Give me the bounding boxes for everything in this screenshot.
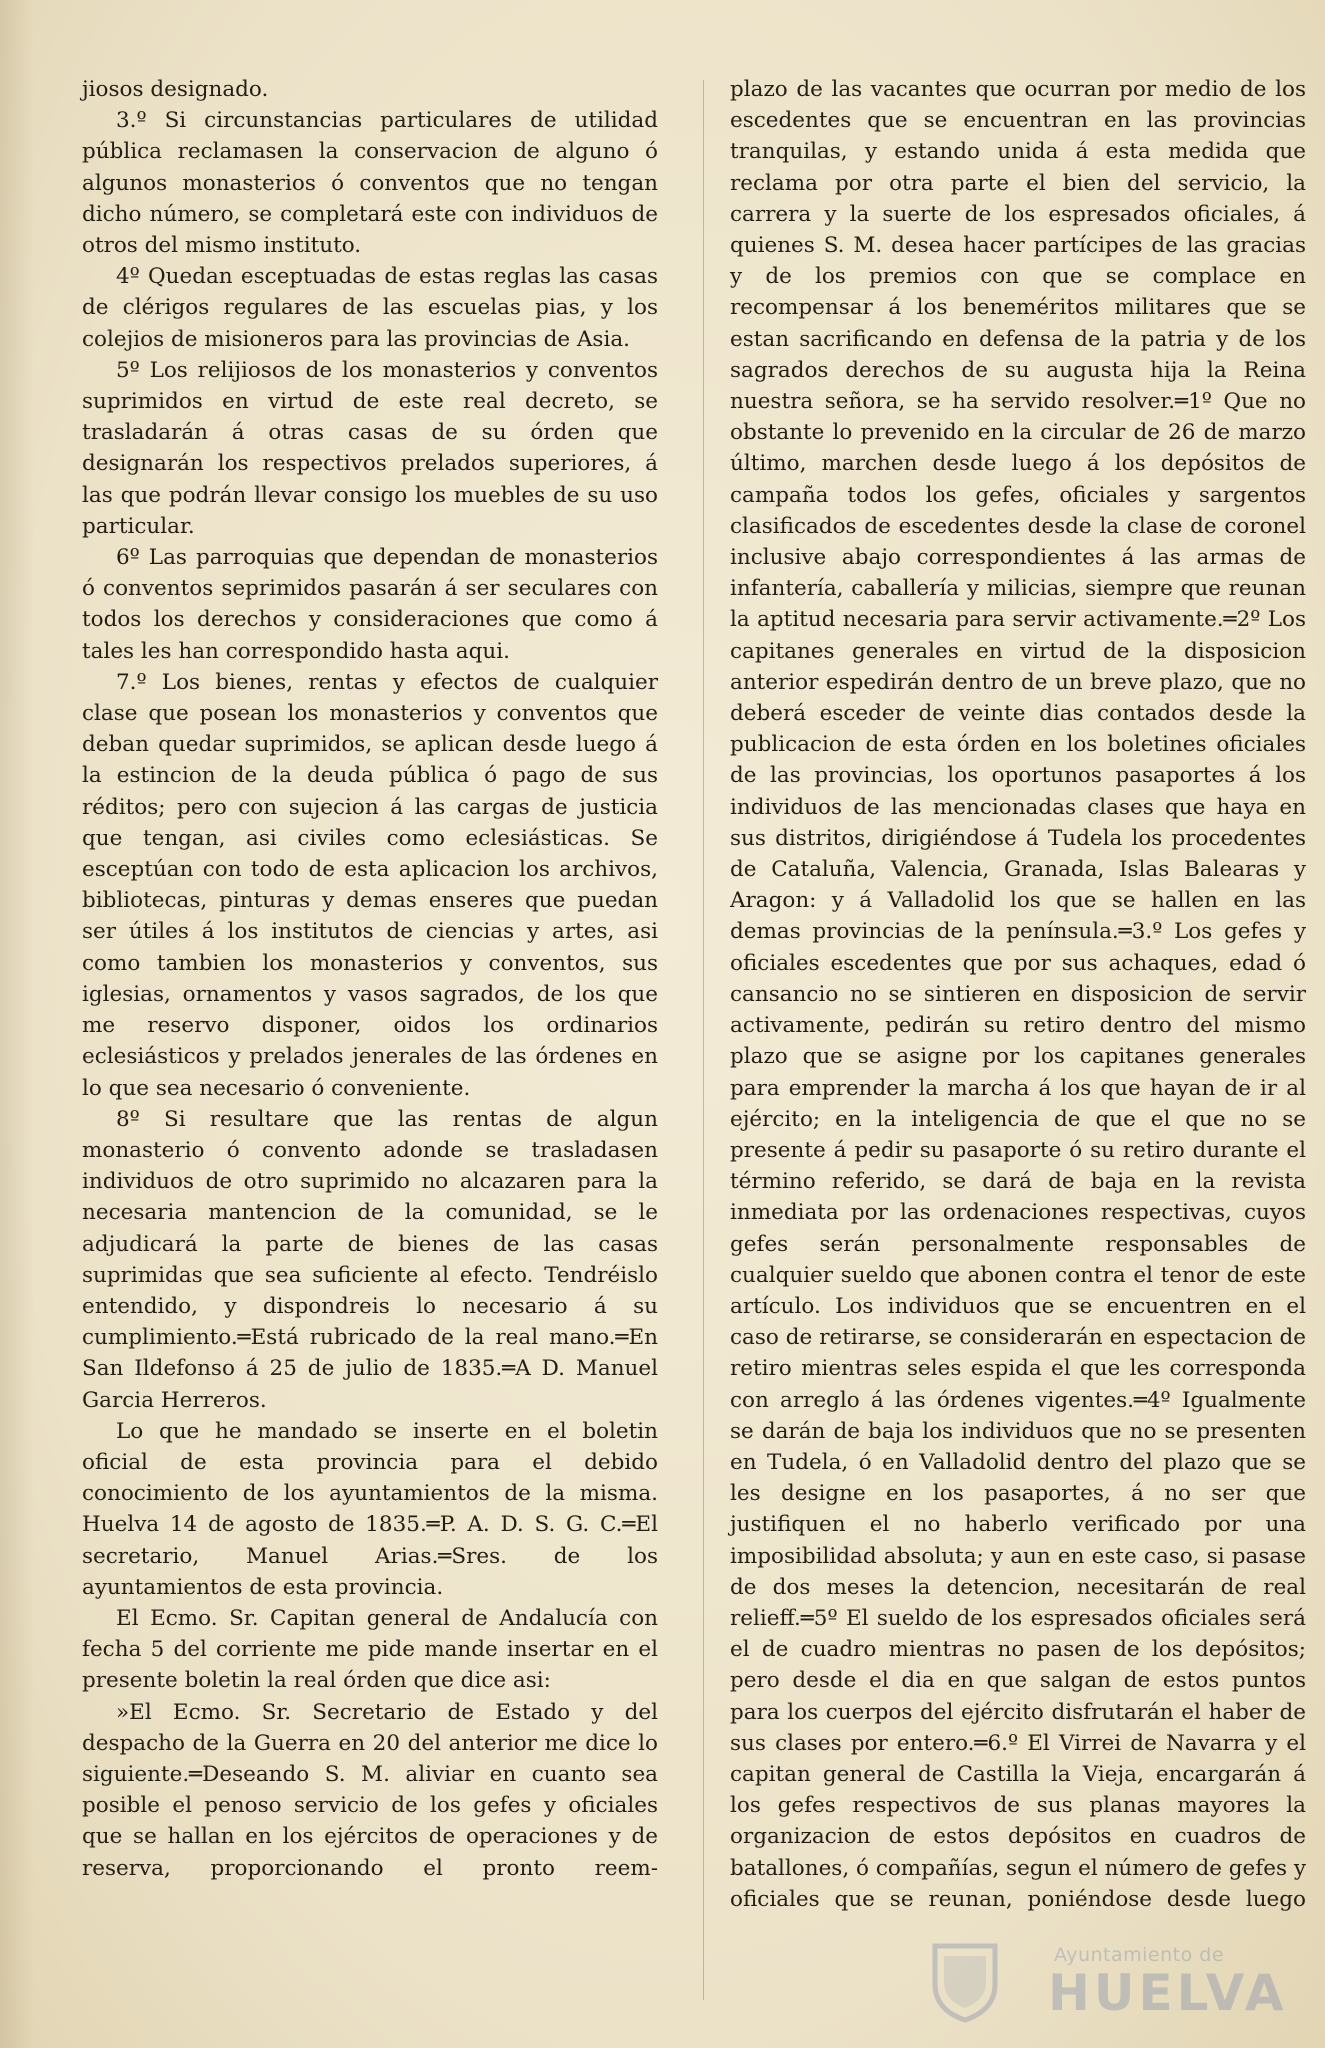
left-paragraph: »El Ecmo. Sr. Secretario de Estado y del despacho de la Guerra en 20 del anterior me dice lo siguiente.═Deseando S. M. aliviar en cuanto sea posible el penoso servicio de los gefes y oficiales que se hallan en los ejércitos de operaciones y de reserva, proporcionando el pronto reem- — [82, 1699, 658, 1881]
left-paragraph: El Ecmo. Sr. Capitan general de Andalucía con fecha 5 del corriente me pide mande insertar en el presente boletin la real órden que dice asi: — [82, 1605, 658, 1694]
left-paragraph: 6º Las parroquias que dependan de monasterios ó conventos seprimidos pasarán á ser seculares con todos los derechos y consideraciones que como á tales les han correspondido hasta aqui. — [82, 545, 658, 664]
left-paragraph: 8º Si resultare que las rentas de algun monasterio ó convento adonde se trasladasen individuos de otro suprimido no alcazaren para la necesaria mantencion de la comunidad, se le adjudicará la parte de bienes de las casas suprimidas que sea suficiente al efecto. Tendréislo entendido, y dispondreis lo necesario á su cumplimiento.═Está rubricado de la real mano.═En San Ildefonso á 25 de julio de 1835.═A D. Manuel Garcia Herreros. — [82, 1106, 658, 1413]
left-paragraph: Lo que he mandado se inserte en el boletin oficial de esta provincia para el debido conocimiento de los ayuntamientos de la misma. Huelva 14 de agosto de 1835.═P. A. D. S. G. C.═El secretario, Manuel Arias.═Sres. de los ayuntamientos de esta provincia. — [82, 1418, 658, 1600]
left-paragraph: jiosos designado. — [82, 77, 269, 102]
left-paragraph: 5º Los relijiosos de los monasterios y conventos suprimidos en virtud de este real decreto, se trasladarán á otras casas de su órden que designarán los respectivos prelados superiores, á las que podrán llevar consigo los muebles de su uso particular. — [82, 357, 658, 539]
left-column — [82, 74, 658, 1884]
left-paragraph: 7.º Los bienes, rentas y efectos de cualquier clase que posean los monasterios y conventos que deban quedar suprimidos, se aplican desde luego á la estincion de la deuda pública ó pago de sus réditos; pero con sujecion á las cargas de justicia que tengan, asi civiles como eclesiásticas. Se esceptúan con todo de esta aplicacion los archivos, bibliotecas, pinturas y demas enseres que puedan ser útiles á los institutos de ciencias y artes, asi como tambien los monasterios y conventos, sus iglesias, ornamentos y vasos sagrados, de los que me reservo disponer, oidos los ordinarios eclesiásticos y prelados jenerales de las órdenes en lo que sea necesario ó conveniente. — [82, 669, 658, 1101]
left-paragraph: 4º Quedan esceptuadas de estas reglas las casas de clérigos regulares de las escuelas pias, y los colejios de misioneros para las provincias de Asia. — [82, 264, 658, 352]
watermark-subtitle: Ayuntamiento de — [1054, 1944, 1225, 1966]
archive-watermark — [930, 1940, 1288, 2030]
page-binding-shadow — [0, 0, 34, 2048]
right-column — [730, 74, 1306, 1915]
left-paragraph: 3.º Si circunstancias particulares de utilidad pública reclamasen la conservacion de alguno ó algunos monasterios ó conventos que no tengan dicho número, se completará este con individuos de otros del mismo instituto. — [82, 108, 658, 259]
right-paragraph: plazo de las vacantes que ocurran por medio de los escedentes que se encuentran en las provincias tranquilas, y estando unida á esta medida que reclama por otra parte el bien del servicio, la carrera y la suerte de los espresados oficiales, á quienes S. M. desea hacer partícipes de las gracias y de los premios con que se complace en recompensar á los beneméritos militares que se estan sacrificando en defensa de la patria y de los sagrados derechos de su augusta hija la Reina nuestra señora, se ha servido resolver.═1º Que no obstante lo prevenido en la circular de 26 de marzo último, marchen desde luego á los depósitos de campaña todos los gefes, oficiales y sargentos clasificados de escedentes desde la clase de coronel inclusive abajo correspondientes á las armas de infantería, caballería y milicias, siempre que reunan la aptitud necesaria para servir activamente.═2º Los capitanes generales en virtud de la disposicion anterior espedirán dentro de un breve plazo, que no deberá esceder de veinte dias contados desde la publicacion de esta órden en los boletines oficiales de las provincias, los oportunos pasaportes á los individuos de las mencionadas clases que haya en sus distritos, dirigiéndose á Tudela los procedentes de Cataluña, Valencia, Granada, Islas Balearas y Aragon: y á Valladolid los que se hallen en las demas provincias de la península.═3.º Los gefes y oficiales escedentes que por sus achaques, edad ó cansancio no se sintieren en disposicion de servir activamente, pedirán su retiro dentro del mismo plazo que se asigne por los capitanes generales para emprender la marcha á los que hayan de ir al ejército; en la inteligencia de que el que no se presente á pedir su pasaporte ó su retiro durante el término referido, se dará de baja en la revista inmediata por las ordenaciones respectivas, cuyos gefes serán personalmente responsables de cualquier sueldo que abonen contra el tenor de este artículo. Los individuos que se encuentren en el caso de retirarse, se considerarán en espectacion de retiro mientras seles espida el que les corresponda con arreglo á las órdenes vigentes.═4º Igualmente se darán de baja los individuos que no se presenten en Tudela, ó en Valladolid dentro del plazo que se les designe en los pasaportes, á no ser que justifiquen el no haberlo verificado por una imposibilidad absoluta; y aun en este caso, si pasase de dos meses la detencion, necesitarán de real relieff.═5º El sueldo de los espresados oficiales será el de cuadro mientras no pasen de los depósitos; pero desde el dia en que salgan de estos puntos para los cuerpos del ejército disfrutarán el haber de sus clases por entero.═6.º El Virrei de Navarra y el capitan general de Castilla la Vieja, encargarán á los gefes respectivos de sus planas mayores la organizacion de estos depósitos en cuadros de batallones, ó compañías, segun el número de gefes y oficiales que se reunan, poniéndose desde luego — [730, 77, 1306, 1912]
column-divider — [703, 80, 704, 2000]
coat-of-arms-icon — [930, 1940, 1000, 2024]
watermark-title: HUELVA — [1048, 1964, 1288, 2022]
